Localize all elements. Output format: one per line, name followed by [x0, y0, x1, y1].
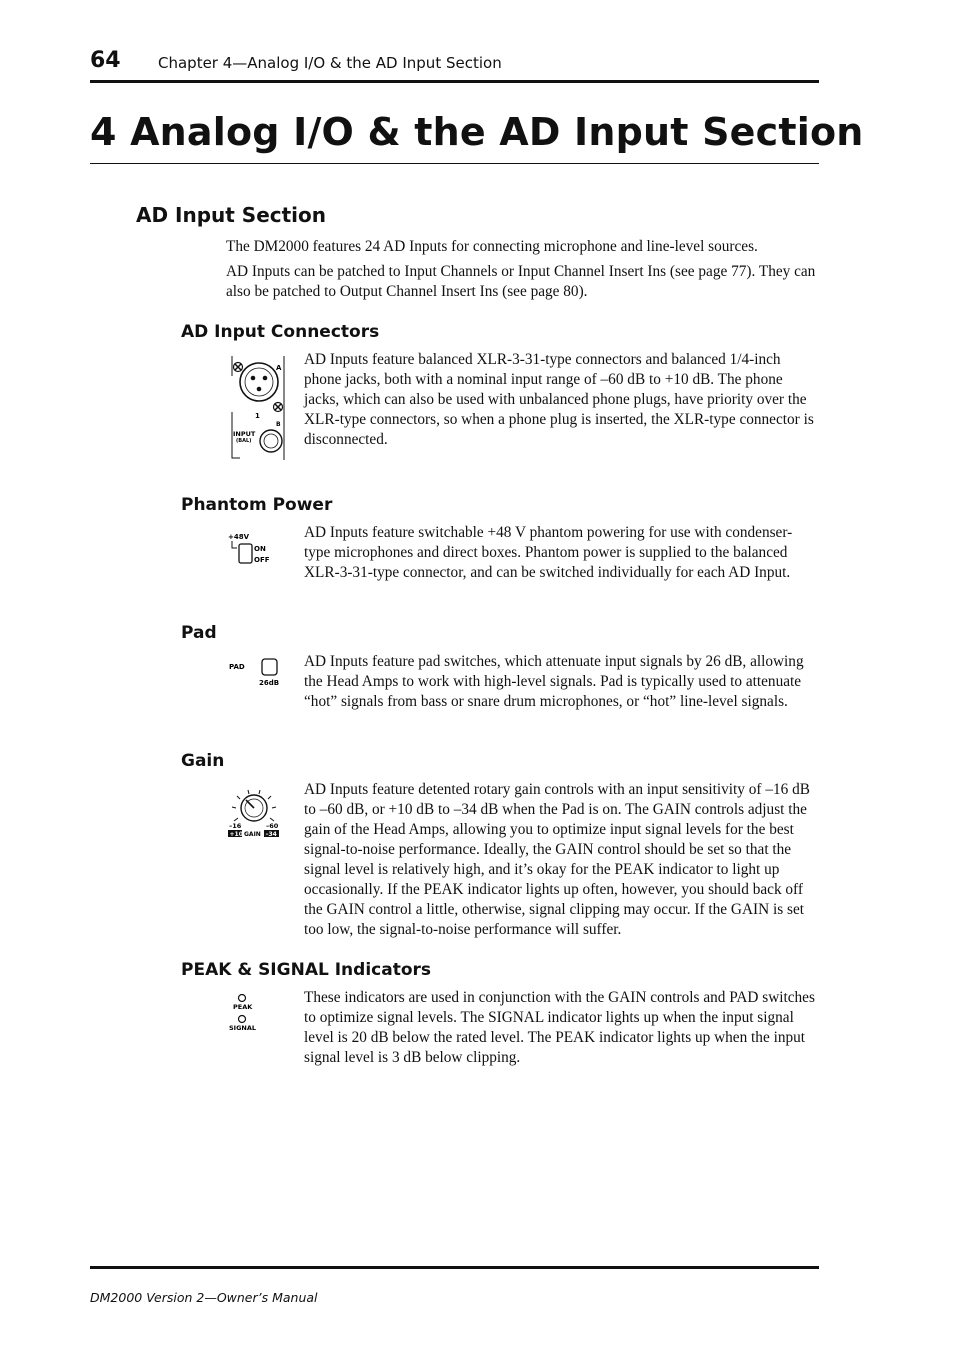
section-heading: AD Input Section	[136, 203, 327, 227]
subsection-heading-indicators: PEAK & SIGNAL Indicators	[181, 960, 432, 980]
svg-text:PAD: PAD	[229, 663, 245, 671]
title-rule	[90, 163, 819, 164]
intro-paragraph-1: The DM2000 features 24 AD Inputs for connecting microphone and line-level sources.	[226, 238, 758, 255]
svg-text:1: 1	[255, 412, 260, 420]
subsection-heading-gain: Gain	[181, 751, 225, 771]
phone-jack-icon	[260, 430, 282, 452]
svg-text:(BAL): (BAL)	[236, 438, 252, 444]
page-header	[90, 46, 820, 80]
svg-text:PEAK: PEAK	[233, 1003, 253, 1011]
svg-text:–16: –16	[229, 822, 242, 830]
indicators-paragraph: These indicators are used in conjunction with the GAIN controls and PAD switches to optimize signal levels. The SIGNAL indicator lights up when the input signal level is 20 dB below the rated level. The PEAK indicator lights up when the input signal level is 3 dB below clipping.	[304, 989, 815, 1066]
phantom-switch-figure	[226, 530, 278, 568]
svg-text:–34: –34	[265, 831, 277, 838]
svg-text:A: A	[276, 364, 282, 372]
svg-text:+48V: +48V	[228, 533, 250, 541]
signal-led-icon	[239, 1016, 246, 1023]
svg-text:SIGNAL: SIGNAL	[229, 1024, 257, 1032]
xlr-socket-icon	[240, 363, 278, 401]
running-chapter-title: Chapter 4—Analog I/O & the AD Input Section	[158, 54, 502, 72]
peak-led-icon	[239, 995, 246, 1002]
xlr-phone-connector-figure	[226, 356, 290, 460]
svg-text:B: B	[276, 421, 281, 428]
header-rule	[90, 80, 819, 83]
pad-paragraph: AD Inputs feature pad switches, which attenuate input signals by 26 dB, allowing the Head Amps to work with high-level signals. Pad is typically used to attenuate “hot” signals from bass or snare drum microphones, or “hot” line-level signals.	[304, 653, 804, 710]
svg-text:ON: ON	[254, 545, 266, 553]
subsection-heading-connectors: AD Input Connectors	[181, 322, 380, 342]
connectors-paragraph: AD Inputs feature balanced XLR-3-31-type connectors and balanced 1/4-inch phone jacks, both with a nominal input range of –60 dB to +10 dB. The phone jacks, which can also be used with unbalanced phone plugs, have priority over the XLR-type connectors, so when a phone plug is inserted, the XLR-type connector is disconnected.	[304, 351, 814, 448]
footer-rule	[90, 1266, 819, 1269]
chapter-title: 4 Analog I/O & the AD Input Section	[90, 110, 864, 154]
svg-text:26dB: 26dB	[259, 679, 280, 687]
gain-knob-figure	[226, 786, 284, 840]
subsection-heading-pad: Pad	[181, 623, 217, 643]
pad-button-icon	[262, 659, 277, 675]
pad-switch-figure	[226, 656, 282, 688]
svg-text:GAIN: GAIN	[244, 831, 261, 838]
phantom-paragraph: AD Inputs feature switchable +48 V phantom powering for use with condenser-type microphones and direct boxes. Phantom power is supplied to the balanced XLR-3-31-type connector, and can be switched individually for each AD Input.	[304, 524, 793, 581]
gain-paragraph: AD Inputs feature detented rotary gain controls with an input sensitivity of –16 dB to –60 dB, or +10 dB to –34 dB when the Pad is on. The GAIN controls adjust the gain of the Head Amps, allowing you to optimize input signal levels for the best signal-to-noise performance. Ideally, the GAIN control should be set so that the signal level is relatively high, and it’s okay for the PEAK indicator to light up occasionally. If the PEAK indicator lights up often, however, you should back off the GAIN control a little, otherwise, signal clipping may occur. If the GAIN is set too low, the signal-to-noise performance will suffer.	[304, 781, 810, 938]
svg-text:INPUT: INPUT	[233, 430, 256, 438]
switch-icon	[239, 544, 252, 563]
svg-text:+10: +10	[229, 831, 243, 838]
intro-paragraph-2: AD Inputs can be patched to Input Channels or Input Channel Insert Ins (see page 77). They can also be patched to Output Channel Insert Ins (see page 80).	[226, 263, 816, 300]
peak-signal-indicator-figure	[226, 992, 266, 1034]
page-number: 64	[90, 48, 121, 73]
svg-text:OFF: OFF	[254, 556, 270, 564]
svg-text:–60: –60	[266, 822, 279, 830]
footer-text: DM2000 Version 2—Owner’s Manual	[90, 1290, 318, 1305]
subsection-heading-phantom: Phantom Power	[181, 495, 333, 515]
